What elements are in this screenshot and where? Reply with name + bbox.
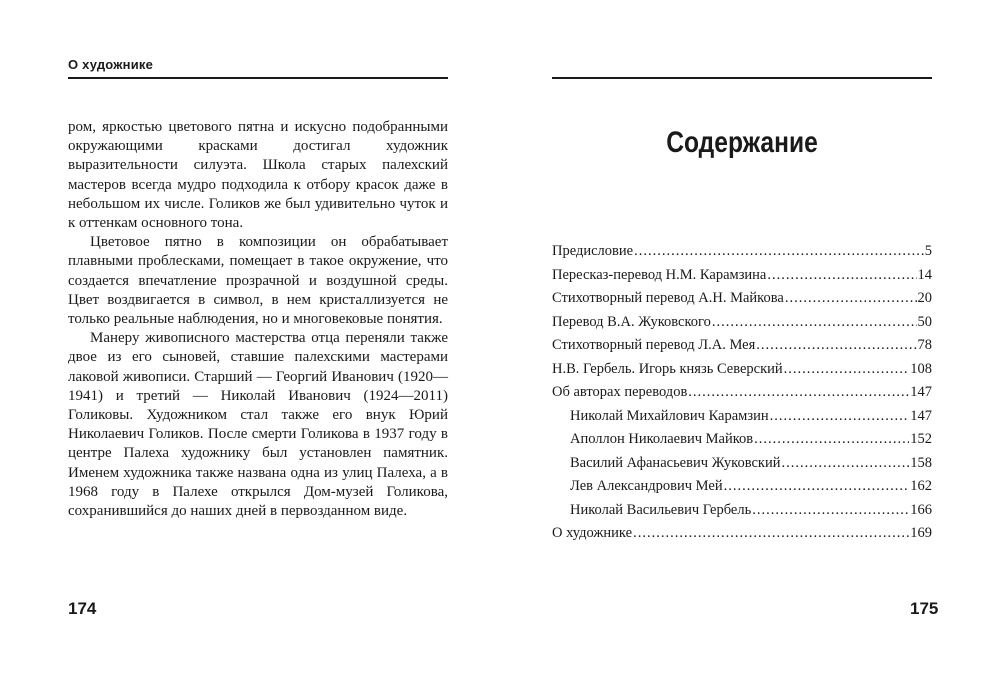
- page-number-left: 174: [68, 599, 97, 618]
- toc-entry[interactable]: [552, 290, 932, 314]
- toc-leader-dots: [752, 502, 909, 519]
- toc-entry-label: Николай Михайлович Карамзин: [570, 407, 769, 424]
- toc-leader-dots: [756, 337, 916, 354]
- toc-leader-dots: [785, 290, 917, 307]
- toc-entry[interactable]: [552, 478, 932, 502]
- toc-leader-dots: [712, 314, 917, 331]
- toc-leader-dots: [767, 267, 916, 284]
- toc-entry-page: 147: [910, 384, 932, 400]
- toc-entry[interactable]: [552, 525, 932, 549]
- toc-entry-label: Василий Афанасьевич Жуковский: [570, 454, 781, 471]
- toc-entry-label: Николай Васильевич Гербель: [570, 501, 752, 518]
- toc-leader-dots: [784, 361, 910, 378]
- toc-entry-label: Пересказ-перевод Н.М. Карамзина: [552, 266, 767, 283]
- toc-entry[interactable]: [552, 455, 932, 479]
- toc-entry[interactable]: [552, 408, 932, 432]
- body-text: [68, 118, 448, 521]
- toc-entry-page: 78: [917, 337, 932, 353]
- toc-entry-page: 14: [917, 266, 932, 283]
- toc-leader-dots: [634, 243, 924, 260]
- toc-entry-page: 158: [910, 454, 932, 471]
- toc-entry[interactable]: [552, 243, 932, 267]
- header-rule: [552, 77, 932, 79]
- toc-entry-page: 50: [917, 313, 932, 330]
- toc-entry-page: 147: [910, 407, 932, 424]
- running-head: О художнике: [68, 57, 154, 72]
- toc-entry-page: 108: [910, 360, 932, 377]
- paragraph: Цветовое пятно в композиции он обрабатывает плавными проблесками, помещает в такое окружение, что создается впечатление прозрачной и воздушной среды. Цвет воздвигается в символ, в нем кристаллизуется не только реальные наблюдения, но и многовековые понятия.: [68, 234, 448, 328]
- toc-entry-label: Стихотворный перевод А.Н. Майкова: [552, 290, 784, 306]
- table-of-contents: [552, 243, 932, 549]
- toc-entry[interactable]: [552, 384, 932, 408]
- toc-entry-page: 169: [910, 525, 932, 541]
- paragraph: ром, яркостью цветового пятна и искусно подобранными окружающими красками достигал художник выразительности силуэта. Школа старых палехский мастеров всегда мудро подходила к отбору красок даже в небольшом их числе. Голиков же был удивительно чуток и к оттенкам основного тона.: [68, 119, 448, 232]
- toc-entry[interactable]: [552, 361, 932, 385]
- toc-entry[interactable]: [552, 502, 932, 526]
- toc-entry-label: Об авторах переводов: [552, 384, 688, 400]
- page-number-right: 175: [910, 599, 939, 618]
- header-rule: [68, 77, 448, 79]
- toc-entry-page: 166: [910, 501, 932, 518]
- toc-entry[interactable]: [552, 431, 932, 455]
- toc-entry-label: Перевод В.А. Жуковского: [552, 313, 711, 330]
- toc-leader-dots: [633, 525, 909, 542]
- toc-entry-page: 5: [924, 243, 932, 259]
- toc-leader-dots: [754, 431, 909, 448]
- toc-entry-page: 20: [917, 290, 932, 306]
- toc-entry-label: Предисловие: [552, 243, 634, 259]
- toc-entry-label: Н.В. Гербель. Игорь князь Северский: [552, 360, 783, 377]
- toc-entry-page: 162: [910, 478, 932, 494]
- toc-entry-label: Стихотворный перевод Л.А. Мея: [552, 337, 756, 353]
- toc-entry-page: 152: [910, 431, 932, 447]
- toc-entry-label: Лев Александрович Мей: [570, 478, 723, 494]
- toc-leader-dots: [688, 384, 909, 401]
- toc-entry-label: Аполлон Николаевич Майков: [570, 431, 754, 447]
- toc-entry[interactable]: [552, 314, 932, 338]
- paragraph: Манеру живописного мастерства отца переняли также двое из его сыновей, ставшие палехскими мастерами лаковой живописи. Старший — Георгий Иванович (1920—1941) и третий — Николай Иванович (1924—2011) Голиковы. Художником стал также его внук Юрий Николаевич Голиков. После смерти Голикова в 1937 году в центре Палеха художнику был установлен памятник. Именем художника также названа одна из улиц Палеха, а в 1968 году в Палехе открылся Дом-музей Голикова, сохранившийся до наших дней в первозданном виде.: [68, 330, 448, 520]
- right-page: [500, 0, 1000, 689]
- toc-entry-label: О художнике: [552, 525, 633, 541]
- toc-entry[interactable]: [552, 267, 932, 291]
- toc-leader-dots: [724, 478, 910, 495]
- toc-leader-dots: [770, 408, 910, 425]
- toc-entry[interactable]: [552, 337, 932, 361]
- toc-leader-dots: [782, 455, 910, 472]
- toc-title: Содержание: [666, 126, 818, 159]
